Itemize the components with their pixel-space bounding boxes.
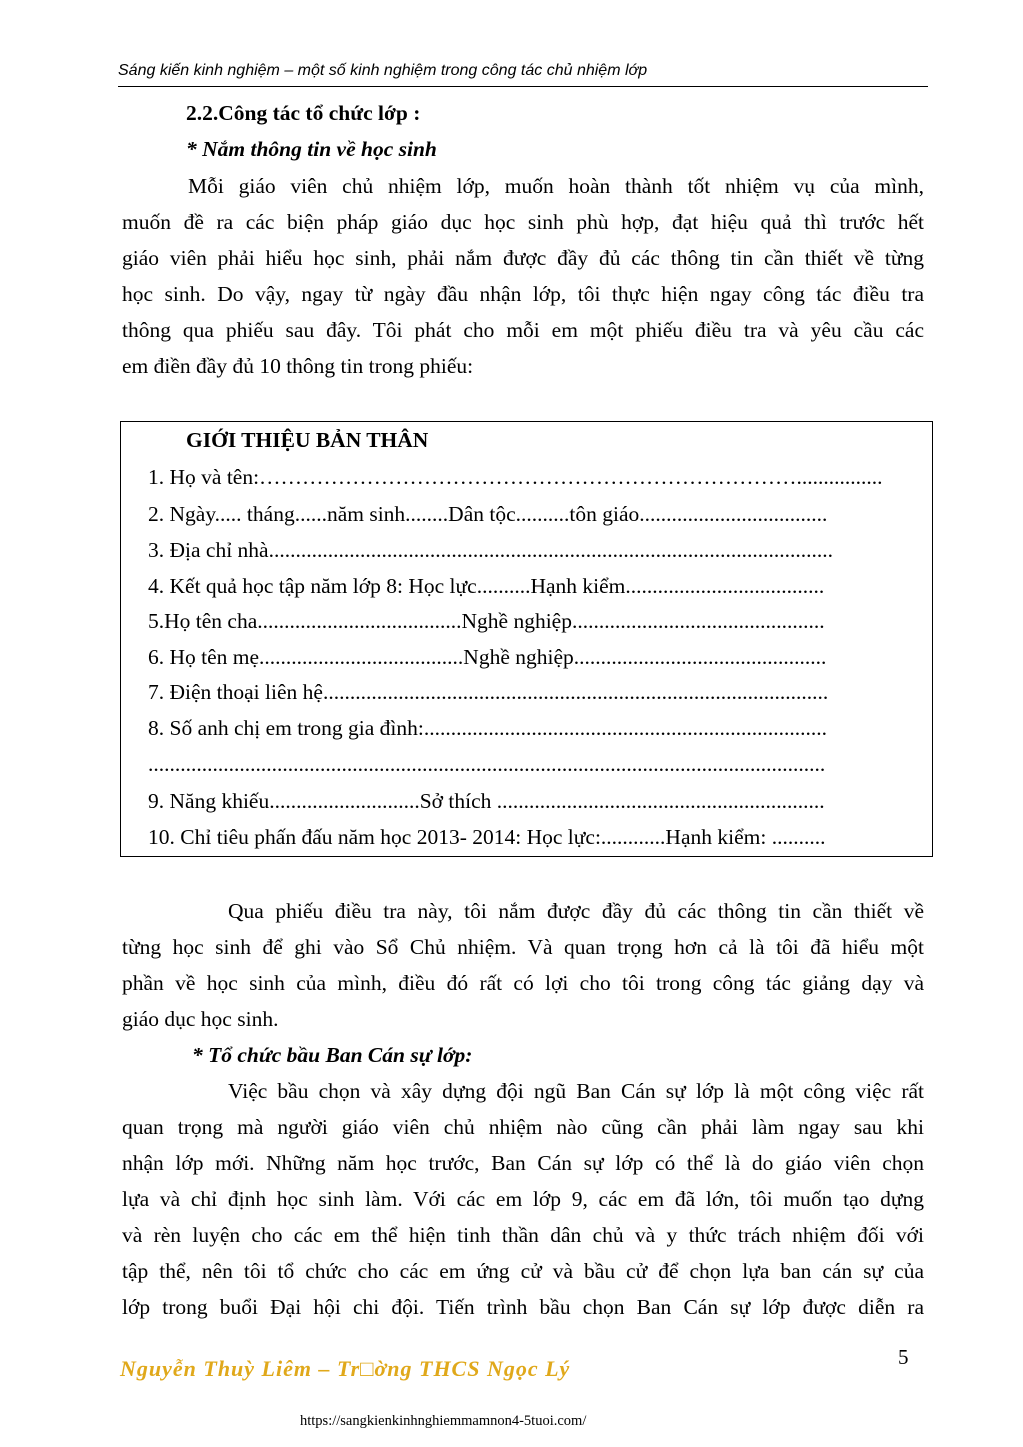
subheading-student-info: * Nắm thông tin về học sinh [186, 137, 437, 161]
paragraph-line: Mỗi giáo viên chủ nhiệm lớp, muốn hoàn thành tốt nhiệm vụ của mình, [188, 174, 924, 198]
paragraph-line: em điền đầy đủ 10 thông tin trong phiếu: [122, 354, 474, 378]
paragraph-line: và rèn luyện cho các em thể hiện tinh thần dân chủ và y thức trách nhiệm đối với [122, 1223, 924, 1247]
section-heading: 2.2.Công tác tổ chức lớp : [186, 101, 421, 125]
footer-url[interactable]: https://sangkienkinhnghiemmamnon4-5tuoi.com/ [300, 1413, 587, 1429]
paragraph-line: phần về học sinh của mình, điều đó rất có lợi cho tôi trong công tác giảng dạy và [122, 971, 924, 995]
paragraph-line: lớp trong buổi Đại hội chi đội. Tiến trình bầu chọn Ban Cán sự lớp được diễn ra [122, 1295, 924, 1319]
paragraph-line: thông qua phiếu sau đây. Tôi phát cho mỗi em một phiếu điều tra và yêu cầu các [122, 318, 924, 342]
paragraph-line: giáo viên phải hiểu học sinh, phải nắm được đầy đủ các thông tin cần thiết về từng [122, 246, 924, 270]
page-header: Sáng kiến kinh nghiệm – một số kinh nghiệm trong công tác chủ nhiệm lớp [118, 62, 928, 87]
form-line: 1. Họ và tên:…………………………………………………………………................ [148, 465, 883, 489]
page-number: 5 [898, 1345, 909, 1369]
form-title: GIỚI THIỆU BẢN THÂN [186, 428, 429, 452]
paragraph-line: muốn đề ra các biện pháp giáo dục học sinh phù hợp, đạt hiệu quả thì trước hết [122, 210, 924, 234]
form-line: 10. Chỉ tiêu phấn đấu năm học 2013- 2014: Học lực:............Hạnh kiểm: .......... [148, 825, 826, 849]
form-line: .............................................................................................................................. [148, 752, 826, 776]
form-line: 8. Số anh chị em trong gia đình:........................................................................... [148, 716, 828, 740]
form-line: 9. Năng khiếu............................Sở thích ............................................................. [148, 789, 825, 813]
form-line: 3. Địa chỉ nhà......................................................................................................... [148, 538, 833, 562]
form-line: 4. Kết quả học tập năm lớp 8: Học lực..........Hạnh kiểm..................................... [148, 574, 825, 598]
paragraph-line: từng học sinh để ghi vào Sổ Chủ nhiệm. Và quan trọng hơn cả là tôi đã hiểu một [122, 935, 924, 959]
paragraph-line: Việc bầu chọn và xây dựng đội ngũ Ban Cán sự lớp là một công việc rất [228, 1079, 924, 1103]
subheading-class-committee: * Tổ chức bầu Ban Cán sự lớp: [192, 1043, 473, 1067]
paragraph-line: tập thể, nên tôi tổ chức cho các em ứng cử và bầu cử để chọn lựa ban cán sự của [122, 1259, 924, 1283]
paragraph-line: học sinh. Do vậy, ngay từ ngày đầu nhận lớp, tôi thực hiện ngay công tác điều tra [122, 282, 924, 306]
paragraph-line: nhận lớp mới. Những năm học trước, Ban Cán sự lớp có thể là do giáo viên chọn [122, 1151, 924, 1175]
form-line: 5.Họ tên cha......................................Nghề nghiệp............................................... [148, 609, 825, 633]
author-signature: Nguyễn Thuỳ Liêm – Tr□ờng THCS Ngọc Lý [120, 1356, 571, 1381]
paragraph-line: quan trọng mà người giáo viên chủ nhiệm nào cũng cần phải làm ngay sau khi [122, 1115, 924, 1139]
form-line: 2. Ngày..... tháng......năm sinh........Dân tộc..........tôn giáo................................... [148, 502, 828, 526]
paragraph-line: giáo dục học sinh. [122, 1007, 279, 1031]
form-line: 7. Điện thoại liên hệ.............................................................................................. [148, 680, 829, 704]
paragraph-line: lựa và chỉ định học sinh làm. Với các em lớp 9, các em đã lớn, tôi muốn tạo dựng [122, 1187, 924, 1211]
paragraph-line: Qua phiếu điều tra này, tôi nắm được đầy đủ các thông tin cần thiết về [228, 899, 924, 923]
form-line: 6. Họ tên mẹ......................................Nghề nghiệp............................................... [148, 645, 827, 669]
